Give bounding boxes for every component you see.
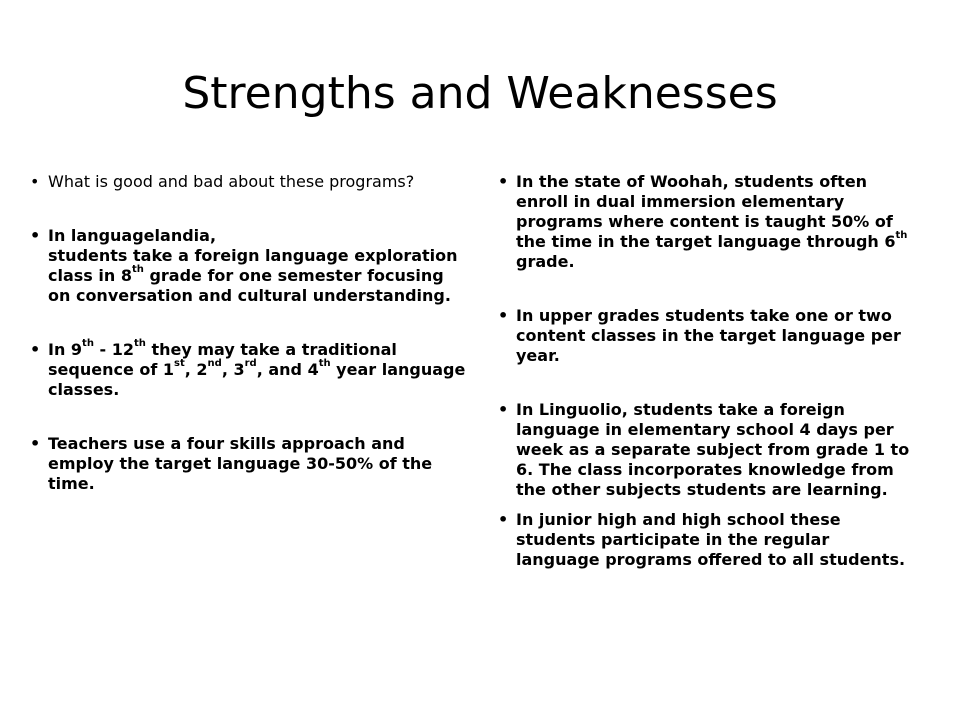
left-bullet-1-text: What is good and bad about these programs? [48,172,415,191]
bullet-icon: • [30,226,41,245]
left-bullet-3-part: , and 4 [256,360,319,379]
left-bullet-3-sup: rd [244,358,257,369]
left-bullet-3 [30,340,470,400]
bullet-icon: • [498,510,509,529]
left-bullet-4 [30,434,470,494]
bullet-icon: • [498,400,509,419]
right-bullet-4-text: In junior high and high school these students participate in the regular language programs offered to all students. [516,510,906,569]
left-bullet-3-sup: th [318,358,331,369]
left-bullet-3-part: , 3 [221,360,245,379]
left-bullet-list [30,172,470,494]
left-bullet-3-part: , 2 [184,360,208,379]
right-bullet-1-sup: th [895,230,908,241]
left-bullet-3-part: they may take a traditional sequence of 1 [48,340,397,379]
right-bullet-1-text [516,172,910,272]
left-bullet-3-text [48,340,470,400]
left-bullet-2-line2b: grade for one semester focusing on conversation and cultural understanding. [48,266,451,305]
right-bullet-1-part: In the state of Woohah, students often enroll in dual immersion elementary programs where content is taught 50% of the time in the target language through 6 [516,172,896,251]
slide-title: Strengths and Weaknesses [182,68,778,119]
left-bullet-4-text: Teachers use a four skills approach and employ the target language 30-50% of the time. [48,434,433,493]
left-bullet-3-sup: th [82,338,94,349]
right-bullet-4 [498,510,910,570]
left-bullet-2-text [48,226,470,306]
left-bullet-3-part: In 9 [48,340,83,359]
right-bullet-list [498,172,910,570]
left-bullet-3-sup: nd [207,358,222,369]
bullet-icon: • [30,172,40,191]
right-bullet-3-text: In Linguolio, students take a foreign language in elementary school 4 days per week as a separate subject from grade 1 to 6. The class incorporates knowledge from the other subjects students are learning. [516,400,910,499]
right-bullet-1 [498,172,910,272]
left-bullet-2 [30,226,470,306]
right-bullet-2 [498,306,910,366]
left-bullet-3-sup: st [174,358,185,369]
bullet-icon: • [498,306,509,325]
bullet-icon: • [30,434,41,453]
left-bullet-3-sup: th [134,338,146,349]
right-bullet-1-part: grade. [516,252,575,271]
left-bullet-3-part: year language classes. [48,360,466,399]
left-bullet-2-line1: In languagelandia, [48,226,217,245]
left-bullet-3-part: - 12 [93,340,134,359]
bullet-icon: • [498,172,509,191]
right-bullet-2-text: In upper grades students take one or two content classes in the target language per year. [516,306,901,365]
left-bullet-2-sup: th [131,264,144,275]
left-bullet-1 [30,172,470,192]
right-bullet-3 [498,400,910,500]
left-bullet-2-line2a: students take a foreign language exploration class in 8 [48,246,458,285]
bullet-icon: • [30,340,41,359]
